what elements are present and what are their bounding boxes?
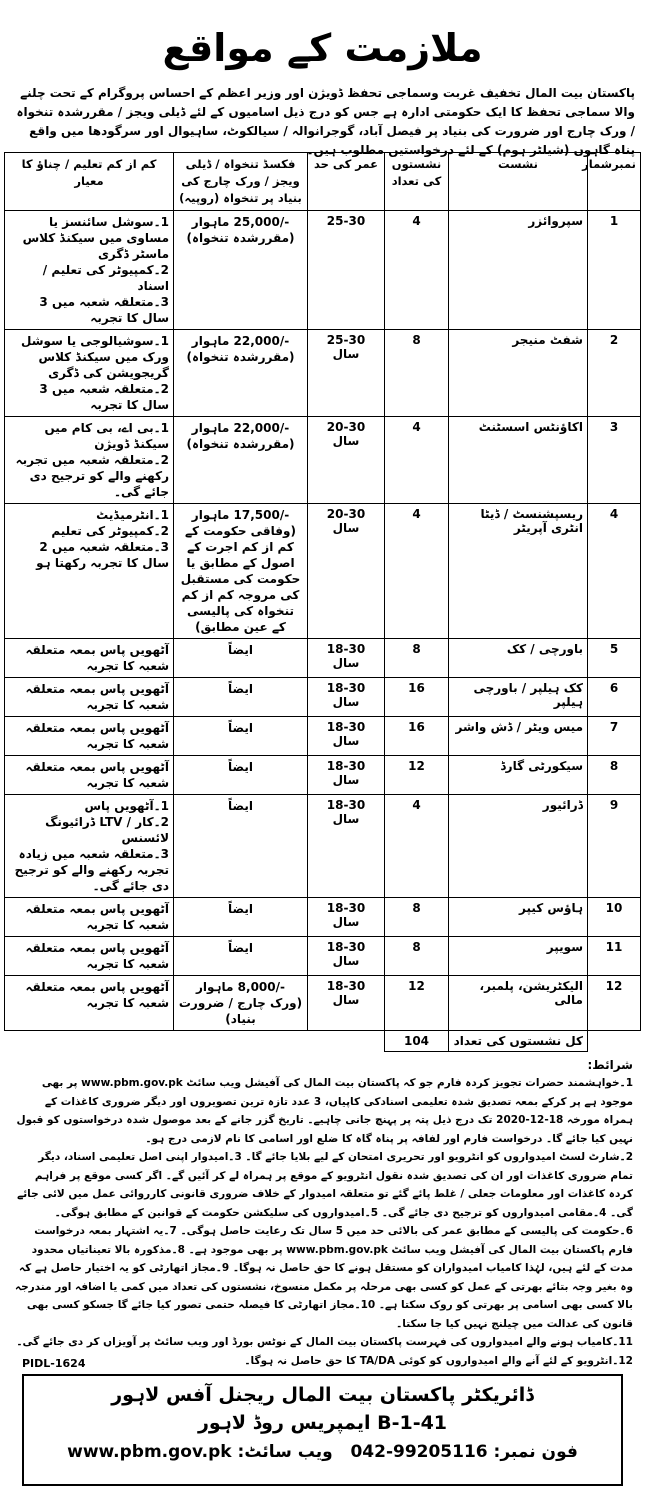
requirement-line: آٹھویں پاس بمعہ متعلقہ شعبہ کا تجربہ	[25, 902, 169, 932]
table-row	[5, 898, 641, 937]
requirement-line: 3۔متعلقہ شعبہ میں 3 سال کا تجربہ	[39, 295, 169, 325]
table-row	[5, 756, 641, 795]
row-requirements	[5, 211, 174, 330]
row-post: سیکورٹی گارڈ	[449, 756, 588, 795]
requirement-line: 1۔انٹرمیڈیٹ	[96, 508, 169, 522]
row-age: 18-30 سال	[308, 678, 385, 717]
requirement-line: آٹھویں پاس بمعہ متعلقہ شعبہ کا تجربہ	[25, 682, 169, 712]
row-seats: 16	[385, 678, 449, 717]
header-age: عمر کی حد	[308, 153, 385, 211]
row-age: 20-30 سال	[308, 417, 385, 504]
requirement-line: آٹھویں پاس بمعہ متعلقہ شعبہ کا تجربہ	[25, 941, 169, 971]
table-row	[5, 504, 641, 639]
row-sr: 10	[588, 898, 641, 937]
requirement-line: 2۔کمپیوٹر کی تعلیم	[51, 524, 169, 538]
requirement-line: 1۔سوشل سائنسز یا مساوی میں سیکنڈ کلاس ماسٹر ڈگری	[22, 215, 169, 261]
row-pay: -/8,000 ماہوار (ورک چارج / ضرورت بنیاد)	[174, 976, 308, 1031]
row-age: 18-30 سال	[308, 639, 385, 678]
row-pay: ایضاً	[174, 795, 308, 898]
contact-footer	[22, 1374, 623, 1486]
total-value: 104	[385, 1031, 449, 1052]
row-requirements	[5, 976, 174, 1031]
intro-paragraph: پاکستان بیت المال تخفیف غربت وسماجی تحفظ ڈویژن اور وزیر اعظم کے احساس پروگرام کے تحت چلنے والا سماجی تحفظ کا ایک حکومتی ادارہ ہے جس کو درج ذیل اسامیوں کے لئے ڈیلی ویجز / مقررشدہ تنخواہ / ورک چارج اور ضرورت کی بنیاد پر فیصل آباد، گوجرانوالہ / سیالکوٹ، ساہیوال اور سرگودھا میں واقع پناہ گاہوں (شیلٹر ہوم) کے لئے درخواستیں مطلوب ہیں۔	[16, 86, 635, 157]
row-post: سویپر	[449, 937, 588, 976]
row-age: 18-30 سال	[308, 795, 385, 898]
row-age: 18-30 سال	[308, 717, 385, 756]
row-age: 18-30 سال	[308, 898, 385, 937]
row-seats: 8	[385, 937, 449, 976]
row-sr: 1	[588, 211, 641, 330]
table-row	[5, 976, 641, 1031]
total-blank	[5, 1031, 385, 1052]
jobs-table	[4, 152, 641, 1052]
requirement-line: 3۔متعلقہ شعبہ میں زیادہ تجربہ رکھنے والے کو ترجیح دی جائے گی۔	[14, 847, 169, 893]
condition-item: 1۔خواہشمند حضرات تجویز کردہ فارم جو کہ پاکستان بیت المال کی آفیشل ویب سائٹ www.pbm.gov.pk پر بھی موجود ہے پر کرکے بمعہ تصدیق شدہ تعلیمی اسنادکی کاپیاں، 3 عدد تازہ ترین تصویروں اور دیگر ضروری کاغذات کے ہمراہ مورخہ 18-12-2020 تک درج ذیل پتہ پر پہنچ جانی چاہیے۔ تاریخ گزر جانے کے بعد موصول شدہ درخواستوں کو قبول نہیں کیا جائے گا۔ درخواست فارم اور لفافہ پر پناہ گاہ کا ضلع اور اسامی کا نام لازمی درج ہو۔	[16, 1077, 633, 1145]
row-pay: ایضاً	[174, 678, 308, 717]
row-seats: 8	[385, 639, 449, 678]
header-requirements: کم از کم تعلیم / چناؤ کا معیار	[5, 153, 174, 211]
row-post: اکاؤنٹس اسسٹنٹ	[449, 417, 588, 504]
row-requirements	[5, 417, 174, 504]
jobs-table-body	[5, 211, 641, 1031]
row-post: ریسپشنسٹ / ڈیٹا انٹری آپریٹر	[449, 504, 588, 639]
row-pay: ایضاً	[174, 756, 308, 795]
requirement-line: آٹھویں پاس بمعہ متعلقہ شعبہ کا تجربہ	[25, 980, 169, 1010]
row-sr: 6	[588, 678, 641, 717]
requirement-line: آٹھویں پاس بمعہ متعلقہ شعبہ کا تجربہ	[25, 643, 169, 673]
table-row	[5, 678, 641, 717]
row-sr: 7	[588, 717, 641, 756]
requirement-line: 3۔متعلقہ شعبہ میں 2 سال کا تجربہ رکھتا ہو	[36, 540, 169, 570]
website-link[interactable]: www.pbm.gov.pk	[67, 1442, 232, 1462]
row-post: کک ہیلپر / باورچی ہیلپر	[449, 678, 588, 717]
row-post: باورچی / کک	[449, 639, 588, 678]
row-age: 25-30 سال	[308, 330, 385, 417]
phone-number: 042-99205116	[350, 1442, 488, 1462]
header-post: نشست	[449, 153, 588, 211]
row-age: 18-30 سال	[308, 937, 385, 976]
table-row	[5, 639, 641, 678]
condition-item: 11۔کامیاب ہونے والے امیدواروں کی فہرست پاکستان بیت المال کے نوٹس بورڈ اور ویب سائٹ پر آویزاں کر دی جائے گی۔	[16, 1336, 633, 1348]
header-seats: نشستوں کی تعداد	[385, 153, 449, 211]
table-row	[5, 937, 641, 976]
row-requirements	[5, 639, 174, 678]
row-pay: -/22,000 ماہوار (مقررشدہ تنخواہ)	[174, 330, 308, 417]
row-post: میس ویٹر / ڈش واشر	[449, 717, 588, 756]
row-sr: 11	[588, 937, 641, 976]
header-sr: نمبرشمار	[588, 153, 641, 211]
row-seats: 4	[385, 417, 449, 504]
row-seats: 4	[385, 211, 449, 330]
row-pay: ایضاً	[174, 639, 308, 678]
row-pay: -/22,000 ماہوار (مقررشدہ تنخواہ)	[174, 417, 308, 504]
row-post: ہاؤس کیپر	[449, 898, 588, 937]
row-pay: ایضاً	[174, 898, 308, 937]
office-name: ڈائریکٹر پاکستان بیت المال ریجنل آفس لاہور	[111, 1384, 534, 1406]
requirement-line: 2۔متعلقہ شعبہ میں 3 سال کا تجربہ	[39, 382, 169, 412]
page-title: ملازمت کے مواقع	[162, 26, 483, 70]
row-requirements	[5, 795, 174, 898]
row-age: 25-30	[308, 211, 385, 330]
table-row	[5, 417, 641, 504]
row-age: 18-30 سال	[308, 756, 385, 795]
requirement-line: 1۔سوشیالوجی یا سوشل ورک میں سیکنڈ کلاس گریجویشن کی ڈگری	[21, 334, 169, 380]
row-seats: 8	[385, 330, 449, 417]
row-sr: 5	[588, 639, 641, 678]
row-pay: ایضاً	[174, 937, 308, 976]
office-address: 41-B-1 ایمپریس روڈ لاہور	[197, 1412, 448, 1434]
row-requirements	[5, 898, 174, 937]
condition-item: 12۔انٹرویو کے لئے آنے والے امیدواروں کو کوئی TA/DA کا حق حاصل نہ ہوگا۔	[244, 1354, 633, 1367]
header-pay: فکسڈ تنخواہ / ڈیلی ویجز / ورک چارج کی بنیاد پر تنخواہ (روپیہ)	[174, 153, 308, 211]
total-row	[5, 1031, 641, 1052]
requirement-line: 2۔کار / LTV ڈرائیونگ لائسنس	[45, 815, 169, 845]
row-post: الیکٹریشن، پلمبر، مالی	[449, 976, 588, 1031]
row-post: شفٹ منیجر	[449, 330, 588, 417]
total-label: کل نشستوں کی تعداد	[449, 1031, 588, 1052]
table-row	[5, 211, 641, 330]
table-header-row	[5, 153, 641, 211]
row-sr: 9	[588, 795, 641, 898]
row-pay: ایضاً	[174, 717, 308, 756]
table-row	[5, 795, 641, 898]
total-spacer	[588, 1031, 641, 1052]
condition-item: 2۔شارٹ لسٹ امیدواروں کو انٹرویو اور تحریری امتحان کے لیے بلایا جائے گا۔ 3۔امیدوار اپنی اصل تعلیمی اسناد، دیگر تمام ضروری کاغذات اور ان کی تصدیق شدہ نقول انٹرویو کے موقع پر ہمراہ لے کر آئیں گے۔ اگر کسی موقع پر فراہم کردہ کاغذات اور معلومات جعلی / غلط پائے گئے تو متعلقہ امیدوار کے خلاف ضروری قانونی کارروائی عمل میں لائی جائے گی۔ 4۔مقامی امیدواروں کو ترجیح دی جائے گی۔ 5۔امیدواروں کی سلیکشن حکومت کے قوانین کے مطابق ہوگی۔	[17, 1151, 633, 1219]
row-requirements	[5, 717, 174, 756]
requirement-line: 2۔متعلقہ شعبہ میں تجربہ رکھنے والے کو ترجیح دی جائے گی۔	[15, 453, 169, 499]
row-age: 20-30 سال	[308, 504, 385, 639]
row-requirements	[5, 330, 174, 417]
row-sr: 8	[588, 756, 641, 795]
reference-code: PIDL-1624	[22, 1357, 86, 1370]
row-requirements	[5, 756, 174, 795]
job-advertisement	[0, 18, 645, 1494]
table-row	[5, 717, 641, 756]
row-seats: 12	[385, 756, 449, 795]
row-pay: -/25,000 ماہوار (مقررشدہ تنخواہ)	[174, 211, 308, 330]
row-seats: 4	[385, 504, 449, 639]
row-post: ڈرائیور	[449, 795, 588, 898]
row-pay: -/17,500 ماہوار (وفاقی حکومت کے کم از کم اجرت کے اصول کے مطابق یا حکومت کی مستقبل کی مروجہ کم از کم تنخواہ کی پالیسی کے عین مطابق)	[174, 504, 308, 639]
row-sr: 2	[588, 330, 641, 417]
requirement-line: 2۔کمپیوٹر کی تعلیم / اسناد	[42, 263, 169, 293]
requirement-line: آٹھویں پاس بمعہ متعلقہ شعبہ کا تجربہ	[25, 760, 169, 790]
requirement-line: 1۔آٹھویں پاس	[84, 799, 169, 813]
row-seats: 8	[385, 898, 449, 937]
table-row	[5, 330, 641, 417]
requirement-line: 1۔بی اے، بی کام میں سیکنڈ ڈویژن	[44, 421, 169, 451]
condition-item: 6۔حکومت کی پالیسی کے مطابق عمر کی بالائی حد میں 5 سال تک رعایت حاصل ہوگی۔ 7۔یہ اشتہار بمعہ درخواست فارم پاکستان بیت المال کی آفیشل ویب سائٹ www.pbm.gov.pk پر بھی موجود ہے۔ 8۔مذکورہ بالا تعیناتیاں محدود مدت کے لئے ہیں، لہٰذا کامیاب امیدواران کو مستقل ہونے کا حق حاصل نہ ہوگا۔ 9۔مجاز اتھارٹی کو یہ اختیار حاصل ہے کہ وہ بغیر وجہ بتائے بھرتی کے عمل کو کسی بھی مرحلہ پر مکمل منسوخ، نشستوں کی تعداد میں کمی یا اضافہ اور مندرجہ بالا کسی بھی اسامی پر بھرتی کو روک سکتا ہے۔ 10۔مجاز اتھارٹی کا فیصلہ حتمی تصور کیا جائے گا جسکو کسی بھی قانون کی عدالت میں چیلنج نہیں کیا جا سکتا۔	[14, 1225, 633, 1330]
row-seats: 4	[385, 795, 449, 898]
row-requirements	[5, 937, 174, 976]
row-age: 18-30 سال	[308, 976, 385, 1031]
row-requirements	[5, 678, 174, 717]
row-seats: 16	[385, 717, 449, 756]
row-seats: 12	[385, 976, 449, 1031]
phone-label: فون نمبر:	[493, 1442, 578, 1462]
row-requirements	[5, 504, 174, 639]
conditions-title: شرائط:	[587, 1058, 633, 1072]
website-label: ویب سائٹ:	[237, 1442, 333, 1462]
row-sr: 3	[588, 417, 641, 504]
contact-line	[24, 1442, 621, 1462]
row-sr: 4	[588, 504, 641, 639]
row-sr: 12	[588, 976, 641, 1031]
requirement-line: آٹھویں پاس بمعہ متعلقہ شعبہ کا تجربہ	[25, 721, 169, 751]
row-post: سپروائزر	[449, 211, 588, 330]
